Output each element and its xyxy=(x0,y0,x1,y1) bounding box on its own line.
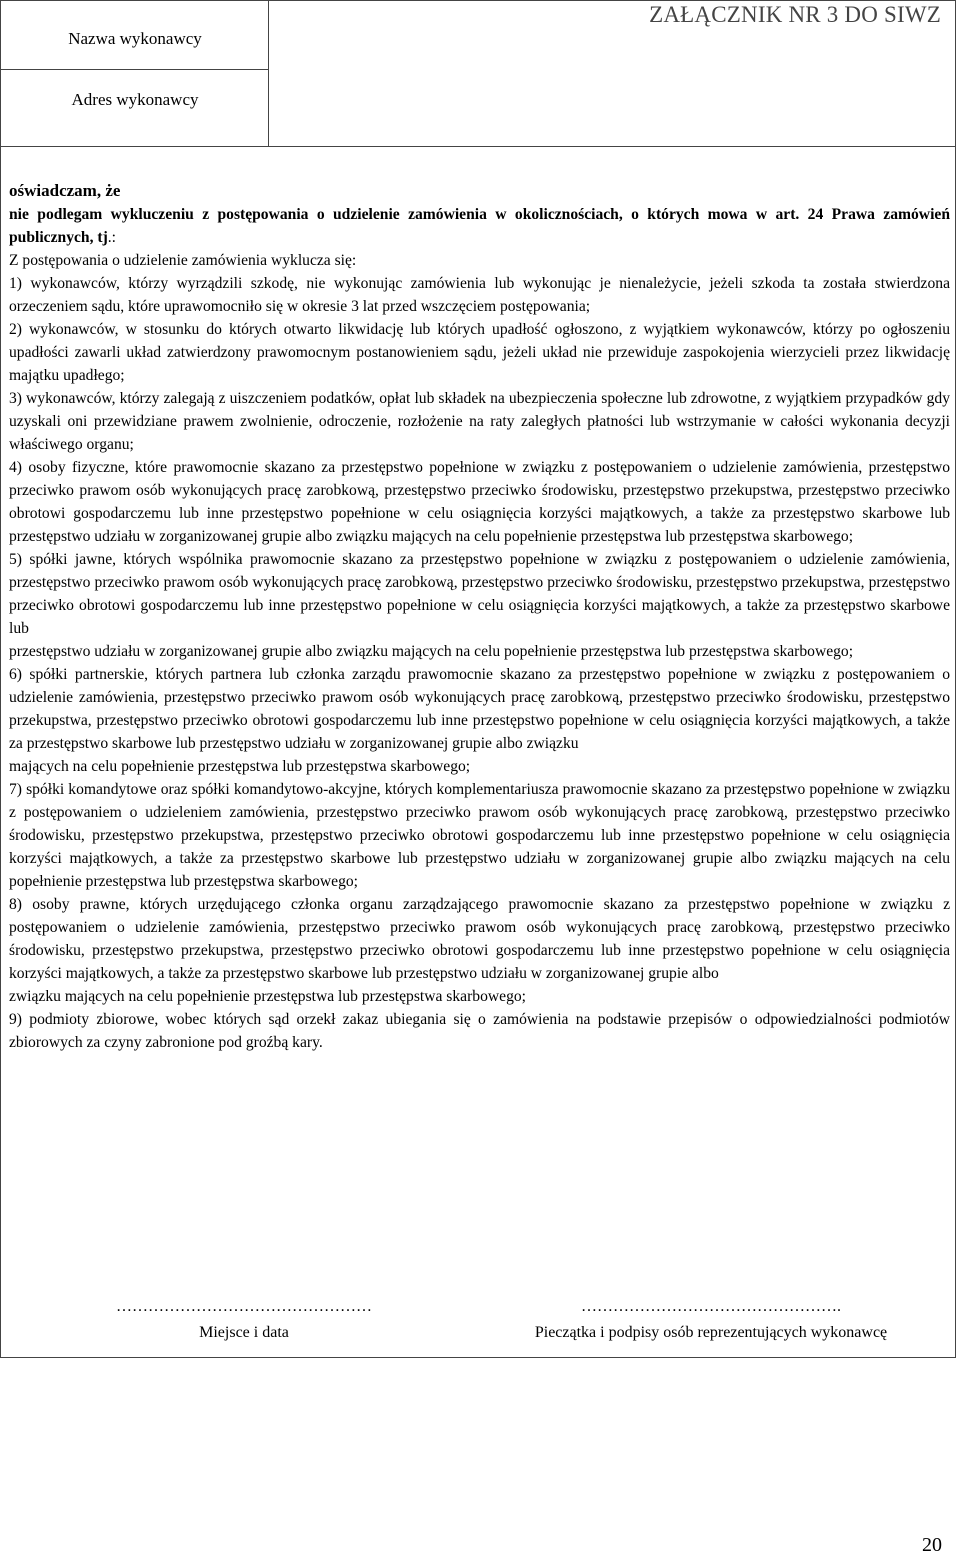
declaration-intro: Z postępowania o udzielenie zamówienia wyklucza się: xyxy=(9,252,357,269)
exclusion-point: 5) spółki jawne, których wspólnika prawomocnie skazano za przestępstwo popełnione w związku z postępowaniem o udzielenie zamówienia, przestępstwo przeciwko prawom osób wykonujących pracę zarobkową, przestępstwo przeciwko środowisku, przestępstwo przekupstwa, przestępstwo przeciwko obrotowi gospodarczemu lub inne przestępstwo popełnione w celu osiągnięcia korzyści majątkowych, a także za przestępstwo skarbowe lub xyxy=(9,551,950,637)
exclusion-point: 1) wykonawców, którzy wyrządzili szkodę, nie wykonując zamówienia lub wykonując je nienależycie, jeżeli szkoda ta została stwierdzona orzeczeniem sądu, które uprawomocniło się w okresie 3 lat przed wszczęciem postępowania; xyxy=(9,275,950,315)
contractor-address-label: Adres wykonawcy xyxy=(71,90,199,109)
declaration-subheading xyxy=(9,203,950,249)
representatives-signature xyxy=(501,1294,921,1346)
place-date-signature xyxy=(61,1294,427,1346)
exclusion-point: 4) osoby fizyczne, które prawomocnie skazano za przestępstwo popełnione w związku z postępowaniem o udzielenie zamówienia, przestępstwo przeciwko prawom osób wykonujących pracę zarobkową, przestępstwo przeciwko środowisku, przestępstwo przekupstwa, przestępstwo przeciwko obrotowi gospodarczemu lub inne przestępstwo popełnione w celu osiągnięcia korzyści majątkowych, a także za przestępstwo skarbowe lub przestępstwo udziału w zorganizowanej grupie albo związku mających na celu popełnienie przestępstwa lub przestępstwa skarbowego; xyxy=(9,459,950,545)
exclusion-point: przestępstwo udziału w zorganizowanej grupie albo związku mających na celu popełnienie przestępstwa lub przestępstwa skarbowego; xyxy=(9,643,854,660)
header-divider xyxy=(1,69,268,70)
declaration-heading: oświadczam, że xyxy=(9,181,121,200)
annex-box xyxy=(269,1,955,147)
representatives-signature-label: Pieczątka i podpisy osób reprezentujących wykonawcę xyxy=(534,1324,888,1341)
exclusion-point: związku mających na celu popełnienie przestępstwa lub przestępstwa skarbowego; xyxy=(9,988,526,1005)
declaration-subheading-text: nie podlegam wykluczeniu z postępowania o udzielenie zamówienia w okolicznościach, o których mowa w art. 24 Prawa zamówień publicznych, tj xyxy=(9,206,950,246)
exclusion-point: 9) podmioty zbiorowe, wobec których sąd orzekł zakaz ubiegania się o zamówienia na podstawie przepisów o odpowiedzialności podmiotów zbiorowych za czyny zabronione pod groźbą kary. xyxy=(9,1011,950,1051)
exclusion-point: 2) wykonawców, w stosunku do których otwarto likwidację lub których upadłość ogłoszono, z wyjątkiem wykonawców, którzy po ogłoszeniu upadłości zawarli układ zatwierdzony prawomocnym postanowieniem sądu, jeżeli układ nie przewiduje zaspokojenia wierzycieli przez likwidację majątku upadłego; xyxy=(9,321,950,384)
place-date-label: Miejsce i data xyxy=(199,1324,289,1341)
exclusion-point: 7) spółki komandytowe oraz spółki komandytowo-akcyjne, których komplementariusza prawomocnie skazano za przestępstwo popełnione w związku z postępowaniem o udzieleniem zamówienia, przestępstwo przeciwko prawom osób wykonujących pracę zarobkową, przestępstwo przeciwko środowisku, przestępstwo przekupstwa, przestępstwo przeciwko obrotowi gospodarczemu lub inne przestępstwo popełnione w celu osiągnięcia korzyści majątkowych, a także za przestępstwo skarbowe lub przestępstwo udziału w zorganizowanej grupie albo związku mających na celu popełnienie przestępstwa lub przestępstwa skarbowego; xyxy=(9,781,950,890)
exclusion-point: 3) wykonawców, którzy zalegają z uiszczeniem podatków, opłat lub składek na ubezpieczenia społeczne lub zdrowotne, z wyjątkiem przypadków gdy uzyskali oni przewidziane prawem zwolnienie, odroczenie, rozłożenie na raty zaległych płatności lub wstrzymanie w całości wykonania decyzji właściwego organu; xyxy=(9,390,950,453)
exclusion-point: mających na celu popełnienie przestępstwa lub przestępstwa skarbowego; xyxy=(9,758,471,775)
annex-title: ZAŁĄCZNIK NR 3 DO SIWZ xyxy=(649,2,941,27)
contractor-name-label: Nazwa wykonawcy xyxy=(68,29,202,48)
contractor-info-box xyxy=(1,1,269,147)
declaration-body xyxy=(9,179,950,1054)
page-number: 20 xyxy=(922,1534,942,1556)
declaration-subheading-suffix: .: xyxy=(107,229,117,246)
representatives-signature-line: …………………………………………. xyxy=(581,1298,841,1315)
exclusion-point: 6) spółki partnerskie, których partnera lub członka zarządu prawomocnie skazano za przestępstwo popełnione w związku z postępowaniem o udzielenie zamówienia, przestępstwo przeciwko prawom osób wykonujących pracę zarobkową, przestępstwo przeciwko środowisku, przestępstwo przekupstwa, przestępstwo przeciwko obrotowi gospodarczemu lub inne przestępstwo popełnione w celu osiągnięcia korzyści majątkowych, a także za przestępstwo skarbowe lub przestępstwo udziału w zorganizowanej grupie albo związku xyxy=(9,666,950,752)
place-date-line: ………………………………………… xyxy=(116,1298,372,1315)
exclusion-point: 8) osoby prawne, których urzędującego członka organu zarządzającego prawomocnie skazano za przestępstwo popełnione w związku z postępowaniem o udzielenie zamówienia, przestępstwo przeciwko prawom osób wykonujących pracę zarobkową, przestępstwo przeciwko środowisku, przestępstwo przekupstwa, przestępstwo przeciwko obrotowi gospodarczemu lub inne przestępstwo popełnione w celu osiągnięcia korzyści majątkowych, a także za przestępstwo skarbowe lub przestępstwo udziału w zorganizowanej grupie albo xyxy=(9,896,950,982)
